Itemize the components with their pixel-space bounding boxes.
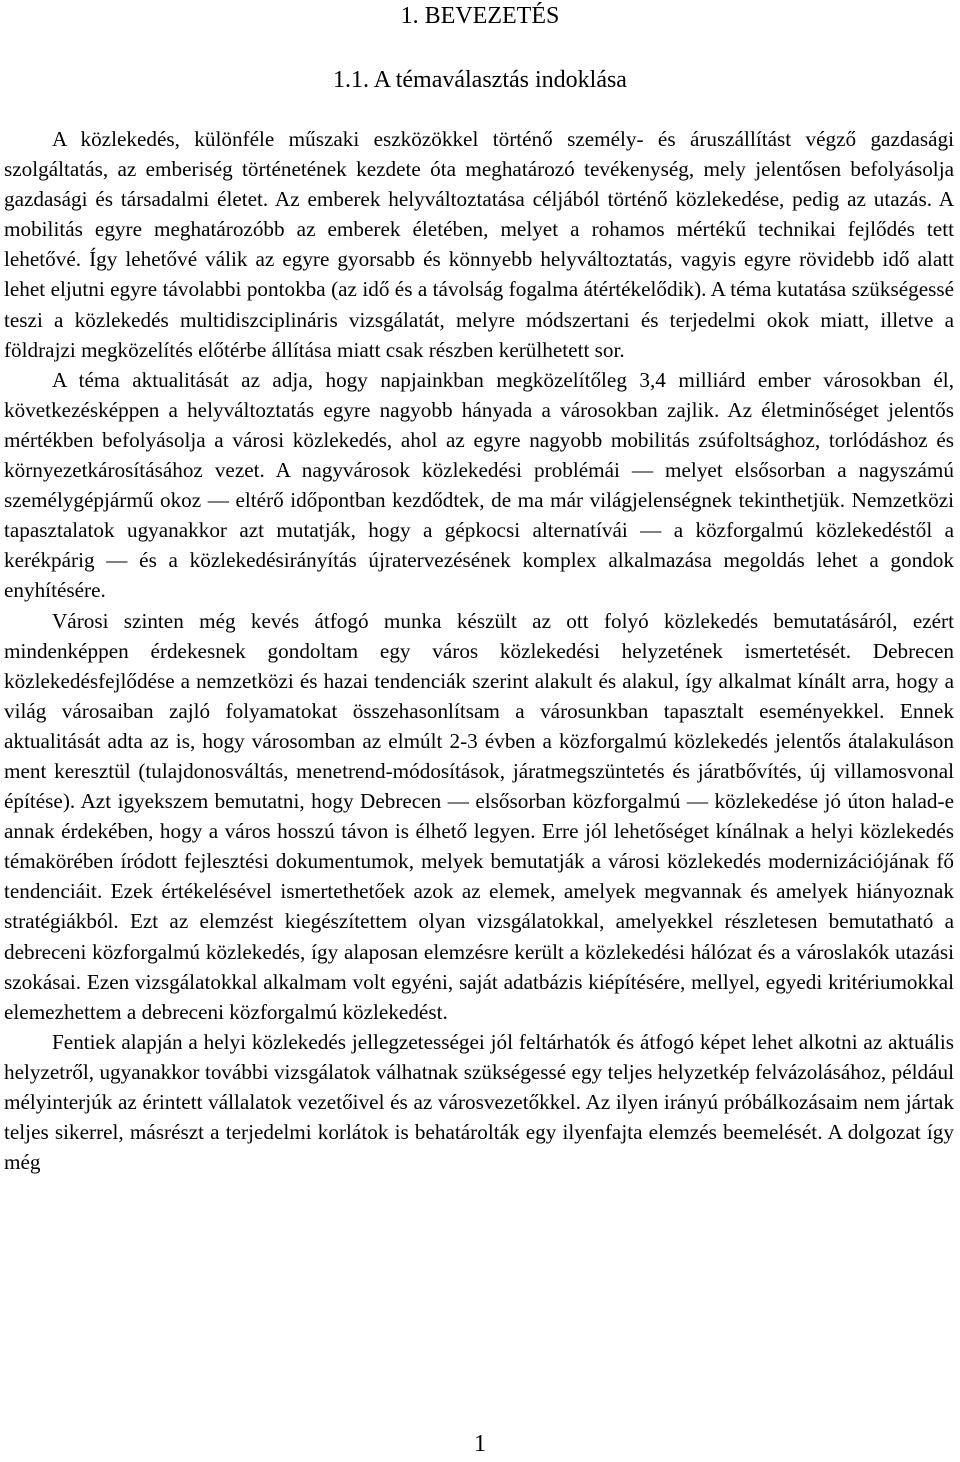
section-title: 1.1. A témaválasztás indoklása (333, 67, 627, 93)
paragraph: Fentiek alapján a helyi közlekedés jellegzetességei jól feltárhatók és átfogó képet lehet alkotni az aktuális helyzetről, ugyanakkor további vizsgálatok válhatnak szükségessé egy teljes helyzetkép felvázolásához, például mélyinterjúk az érintett vállalatok vezetőivel és az városvezetőkkel. Az ilyen irányú próbálkozásaim nem jártak teljes sikerrel, másrészt a terjedelmi korlátok is behatárolták egy ilyenfajta elemzés beemelését. A dolgozat így még (4, 1029, 954, 1175)
page-number: 1 (474, 1431, 486, 1457)
chapter-title: 1. BEVEZETÉS (400, 3, 560, 29)
paragraph: Városi szinten még kevés átfogó munka készült az ott folyó közlekedés bemutatásáról, ezért mindenképpen érdekesnek gondoltam egy város közlekedési helyzetének ismertetését. Debrecen közlekedésfejlődése a nemzetközi és hazai tendenciák szerint alakult és alakul, így alkalmat kínált arra, hogy a világ városaiban zajló folyamatokat összehasonlítsam a városunkban tapasztalt eseményekkel. Ennek aktualitását adta az is, hogy városomban az elmúlt 2-3 évben a közforgalmú közlekedés jelentős átalakuláson ment keresztül (tulajdonosváltás, menetrend-módosítások, járatmegszüntetés és járatbővítés, új villamosvonal építése). Azt igyekszem bemutatni, hogy Debrecen — elsősorban közforgalmú — közlekedése jó úton halad-e annak érdekében, hogy a város hosszú távon is élhető legyen. Erre jól lehetőséget kínálnak a helyi közlekedés témakörében íródott fejlesztési dokumentumok, melyek bemutatják a városi közlekedés modernizációjának fő tendenciáit. Ezek értékelésével ismertethetőek azok az elemek, amelyek megvannak és amelyek hiányoznak stratégiákból. Ezt az elemzést kiegészítettem olyan vizsgálatokkal, amelyekkel részletesen bemutatható a debreceni közforgalmú közlekedés, így alaposan elemzésre került a közlekedési hálózat és a városlakók utazási szokásai. Ezen vizsgálatokkal alkalmam volt egyéni, saját adatbázis kiépítésére, mellyel, egyedi kritériumokkal elemezhettem a debreceni közforgalmú közlekedést. (4, 608, 954, 1024)
paragraph: A közlekedés, különféle műszaki eszközökkel történő személy- és áruszállítást végző gazdasági szolgáltatás, az emberiség történetének kezdete óta meghatározó tevékenység, mely jelentősen befolyásolja gazdasági és társadalmi életet. Az emberek helyváltoztatása céljából történő közlekedése, pedig az utazás. A mobilitás egyre meghatározóbb az emberek életében, melyet a rohamos mértékű technikai fejlődés tett lehetővé. Így lehetővé válik az egyre gyorsabb és könnyebb helyváltoztatás, vagyis egyre rövidebb idő alatt lehet eljutni egyre távolabbi pontokba (az idő és a távolság fogalma átértékelődik). A téma kutatása szükségessé teszi a közlekedés multidiszciplináris vizsgálatát, melyre módszertani és terjedelmi okok miatt, illetve a földrajzi megközelítés előtérbe állítása miatt csak részben kerülhetett sor. (4, 127, 954, 362)
body-text (4, 124, 954, 1177)
paragraph: A téma aktualitását az adja, hogy napjainkban megközelítőleg 3,4 milliárd ember városokban él, következésképpen a helyváltoztatás egyre nagyobb hányada a városokban zajlik. Az életminőséget jelentős mértékben befolyásolja a városi közlekedés, ahol az egyre nagyobb mobilitás zsúfoltsághoz, torlódáshoz és környezetkárosításához vezet. A nagyvárosok közlekedési problémái — melyet elsősorban a nagyszámú személygépjármű okoz — eltérő időpontban kezdődtek, de ma már világjelenségnek tekinthetjük. Nemzetközi tapasztalatok ugyanakkor azt mutatják, hogy a gépkocsi alternatívái — a közforgalmú közlekedéstől a kerékpárig — és a közlekedésirányítás újratervezésének komplex alkalmazása megoldás lehet a gondok enyhítésére. (4, 367, 954, 603)
